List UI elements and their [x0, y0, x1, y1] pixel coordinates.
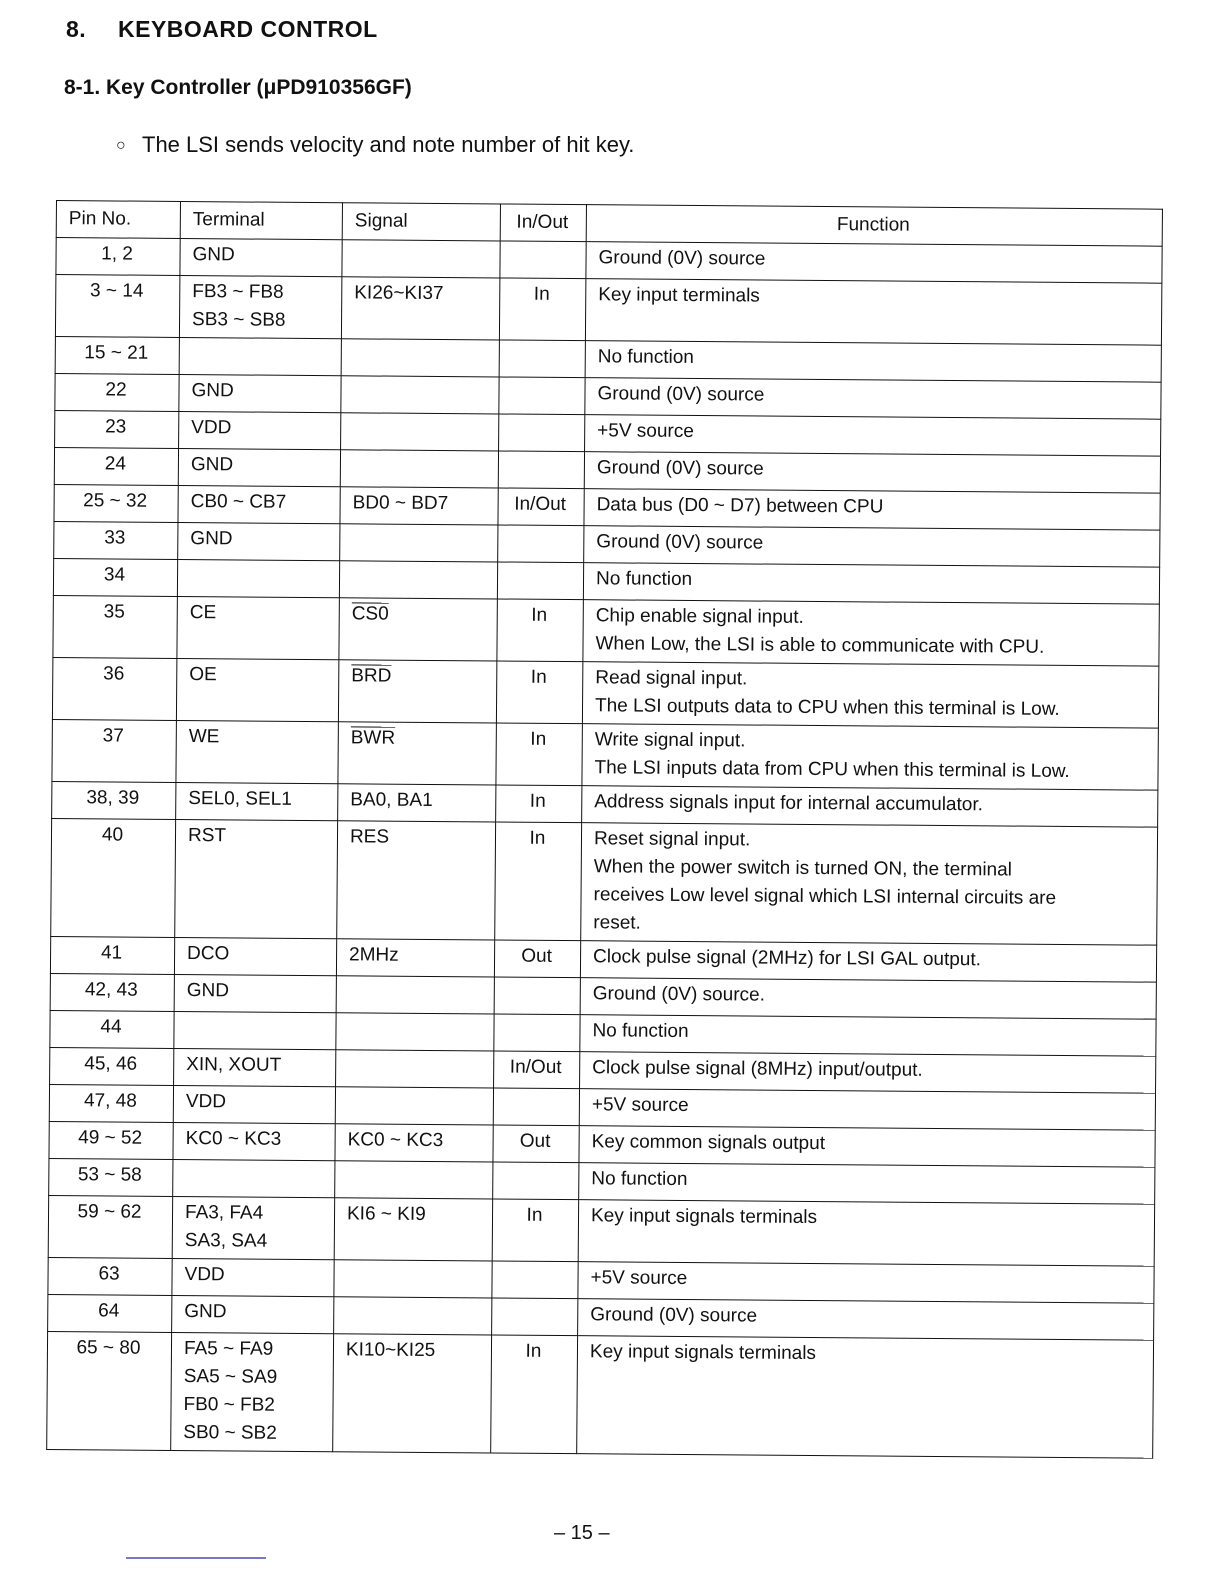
terminal-cell: KC0 ~ KC3 — [173, 1122, 335, 1160]
table-row — [51, 818, 1158, 945]
signal-cell: KC0 ~ KC3 — [335, 1124, 493, 1162]
signal-cell: CS0 — [339, 598, 497, 661]
signal-cell: KI10~KI25 — [333, 1334, 492, 1453]
function-cell: Ground (0V) source. — [580, 978, 1156, 1020]
in-out-cell — [499, 340, 585, 378]
function-cell: No function — [579, 1163, 1155, 1205]
pin-function-table — [46, 200, 1163, 1459]
in-out-cell: In — [495, 822, 582, 941]
pin-no-cell: 41 — [50, 936, 174, 974]
terminal-cell: FB3 ~ FB8 SB3 ~ SB8 — [179, 275, 341, 338]
in-out-cell — [499, 377, 585, 415]
page-number: – 15 – — [554, 1522, 610, 1544]
function-cell: Key common signals output — [579, 1126, 1155, 1168]
signal-cell — [334, 1260, 492, 1298]
signal-cell: BD0 ~ BD7 — [340, 487, 498, 525]
table-row — [55, 275, 1161, 346]
pin-no-cell: 15 ~ 21 — [55, 336, 179, 374]
section-heading — [66, 16, 378, 43]
in-out-cell: In — [496, 785, 582, 823]
function-cell: Clock pulse signal (8MHz) input/output. — [580, 1052, 1156, 1094]
signal-cell — [335, 1161, 493, 1199]
signal-cell — [336, 976, 494, 1014]
function-cell: Data bus (D0 ~ D7) between CPU — [584, 489, 1160, 531]
terminal-cell: DCO — [174, 937, 336, 975]
terminal-cell: VDD — [179, 411, 341, 449]
in-out-cell — [494, 977, 580, 1015]
in-out-cell — [492, 1298, 578, 1336]
function-cell: Ground (0V) source — [584, 452, 1160, 494]
in-out-cell — [493, 1162, 579, 1200]
pin-no-cell: 35 — [53, 595, 177, 658]
function-cell: Ground (0V) source — [578, 1299, 1154, 1341]
signal-cell — [336, 1013, 494, 1051]
signal-cell: 2MHz — [336, 939, 494, 977]
signal-cell — [335, 1087, 493, 1125]
terminal-cell: GND — [180, 238, 342, 276]
header-in-out: In/Out — [500, 204, 586, 242]
in-out-cell: Out — [493, 1125, 579, 1163]
signal-cell: $\overline{BWR}$ — [338, 722, 496, 785]
section-title: KEYBOARD CONTROL — [118, 16, 378, 42]
pin-no-cell: 25 ~ 32 — [54, 484, 178, 522]
footer-rule — [126, 1557, 266, 1559]
signal-cell — [334, 1297, 492, 1335]
terminal-cell: FA5 ~ FA9 SA5 ~ SA9 FB0 ~ FB2 SB0 ~ SB2 — [171, 1332, 334, 1451]
table-row — [52, 657, 1158, 728]
pin-no-cell: 1, 2 — [56, 238, 180, 276]
terminal-cell: RST — [175, 819, 338, 938]
header-function: Function — [586, 205, 1162, 247]
pin-no-cell: 34 — [53, 558, 177, 596]
pin-no-cell: 37 — [52, 719, 176, 782]
signal-cell — [341, 339, 499, 377]
terminal-cell: GND — [174, 974, 336, 1012]
in-out-cell: In — [496, 723, 582, 786]
pin-no-cell: 42, 43 — [50, 973, 174, 1011]
function-cell: No function — [580, 1015, 1156, 1057]
function-cell: +5V source — [585, 415, 1161, 457]
function-cell: +5V source — [578, 1262, 1154, 1304]
table-row — [53, 595, 1159, 666]
in-out-cell — [497, 562, 583, 600]
terminal-cell: GND — [178, 522, 340, 560]
function-cell: Reset signal input. When the power switch is turned ON, the terminal receives Low level signal which LSI internal circuits are reset. — [581, 823, 1158, 946]
signal-cell: KI6 ~ KI9 — [334, 1198, 492, 1261]
in-out-cell: Out — [494, 940, 580, 978]
terminal-cell — [179, 337, 341, 375]
function-cell: Key input signals terminals — [578, 1200, 1154, 1267]
pin-no-cell: 22 — [55, 373, 179, 411]
header-terminal: Terminal — [180, 201, 342, 239]
pin-no-cell: 63 — [48, 1257, 172, 1295]
table-body — [47, 238, 1162, 1459]
in-out-cell — [494, 1014, 580, 1052]
in-out-cell — [493, 1088, 579, 1126]
signal-cell — [341, 413, 499, 451]
function-cell: Key input terminals — [585, 279, 1161, 346]
in-out-cell: In — [497, 599, 583, 662]
signal-cell — [342, 240, 500, 278]
table-row — [47, 1331, 1154, 1458]
pin-no-cell: 38, 39 — [52, 781, 176, 819]
signal-cell — [340, 450, 498, 488]
terminal-cell: GND — [172, 1295, 334, 1333]
pin-no-cell: 3 ~ 14 — [55, 275, 179, 338]
pin-no-cell: 59 ~ 62 — [48, 1195, 172, 1258]
function-cell: No function — [585, 341, 1161, 383]
pin-no-cell: 33 — [54, 521, 178, 559]
pin-no-cell: 49 ~ 52 — [49, 1121, 173, 1159]
pin-no-cell: 65 ~ 80 — [47, 1331, 172, 1450]
function-cell: Ground (0V) source — [586, 242, 1162, 284]
terminal-cell — [177, 559, 339, 597]
terminal-cell: OE — [176, 658, 338, 721]
in-out-cell — [498, 525, 584, 563]
pin-no-cell: 45, 46 — [50, 1047, 174, 1085]
pin-no-cell: 64 — [48, 1294, 172, 1332]
table-row — [48, 1195, 1154, 1266]
terminal-cell: VDD — [172, 1258, 334, 1296]
function-cell: Key input signals terminals — [577, 1336, 1154, 1459]
function-cell: Ground (0V) source — [584, 526, 1160, 568]
function-cell: Ground (0V) source — [585, 378, 1161, 420]
pin-no-cell: 40 — [51, 818, 176, 937]
signal-cell — [339, 561, 497, 599]
pin-no-cell: 53 ~ 58 — [49, 1158, 173, 1196]
in-out-cell: In — [492, 1199, 578, 1262]
function-cell: +5V source — [579, 1089, 1155, 1131]
bullet-icon: ○ — [116, 137, 126, 154]
terminal-cell: CE — [177, 596, 339, 659]
header-pin-no: Pin No. — [56, 201, 180, 239]
terminal-cell: XIN, XOUT — [174, 1048, 336, 1086]
intro-line — [116, 132, 634, 158]
signal-cell — [340, 524, 498, 562]
terminal-cell: WE — [176, 720, 338, 783]
signal-cell: $\overline{BRD}$ — [338, 660, 496, 723]
function-cell: Chip enable signal input. When Low, the LSI is able to communicate with CPU. — [583, 600, 1159, 667]
in-out-cell: In — [491, 1335, 578, 1454]
in-out-cell — [500, 241, 586, 279]
pin-no-cell: 23 — [55, 410, 179, 448]
function-cell: Address signals input for internal accumulator. — [582, 786, 1158, 828]
section-number: 8. — [66, 16, 87, 42]
signal-cell: BA0, BA1 — [338, 784, 496, 822]
terminal-cell — [174, 1011, 336, 1049]
in-out-cell: In — [496, 661, 582, 724]
pin-no-cell: 24 — [54, 447, 178, 485]
in-out-cell: In/Out — [494, 1051, 580, 1089]
in-out-cell: In/Out — [498, 488, 584, 526]
terminal-cell: GND — [178, 448, 340, 486]
terminal-cell — [173, 1159, 335, 1197]
signal-cell — [341, 376, 499, 414]
in-out-cell — [499, 414, 585, 452]
in-out-cell — [492, 1261, 578, 1299]
function-cell: Clock pulse signal (2MHz) for LSI GAL output. — [580, 941, 1156, 983]
intro-text: The LSI sends velocity and note number of hit key. — [142, 132, 635, 157]
pin-no-cell: 36 — [52, 657, 176, 720]
terminal-cell: SEL0, SEL1 — [176, 782, 338, 820]
pin-no-cell: 47, 48 — [49, 1084, 173, 1122]
terminal-cell: CB0 ~ CB7 — [178, 485, 340, 523]
table-row — [52, 719, 1158, 790]
terminal-cell: GND — [179, 374, 341, 412]
signal-cell: KI26~KI37 — [341, 277, 499, 340]
function-cell: No function — [583, 563, 1159, 605]
signal-cell: RES — [337, 821, 496, 940]
function-cell: Read signal input. The LSI outputs data to CPU when this terminal is Low. — [582, 662, 1158, 729]
in-out-cell: In — [499, 278, 585, 341]
terminal-cell: FA3, FA4 SA3, SA4 — [172, 1196, 334, 1259]
terminal-cell: VDD — [173, 1085, 335, 1123]
subsection-title: 8-1. Key Controller (μPD910356GF) — [64, 76, 412, 99]
in-out-cell — [498, 451, 584, 489]
function-cell: Write signal input. The LSI inputs data from CPU when this terminal is Low. — [582, 724, 1158, 791]
pin-no-cell: 44 — [50, 1010, 174, 1048]
signal-cell — [336, 1050, 494, 1088]
header-signal: Signal — [342, 203, 500, 241]
